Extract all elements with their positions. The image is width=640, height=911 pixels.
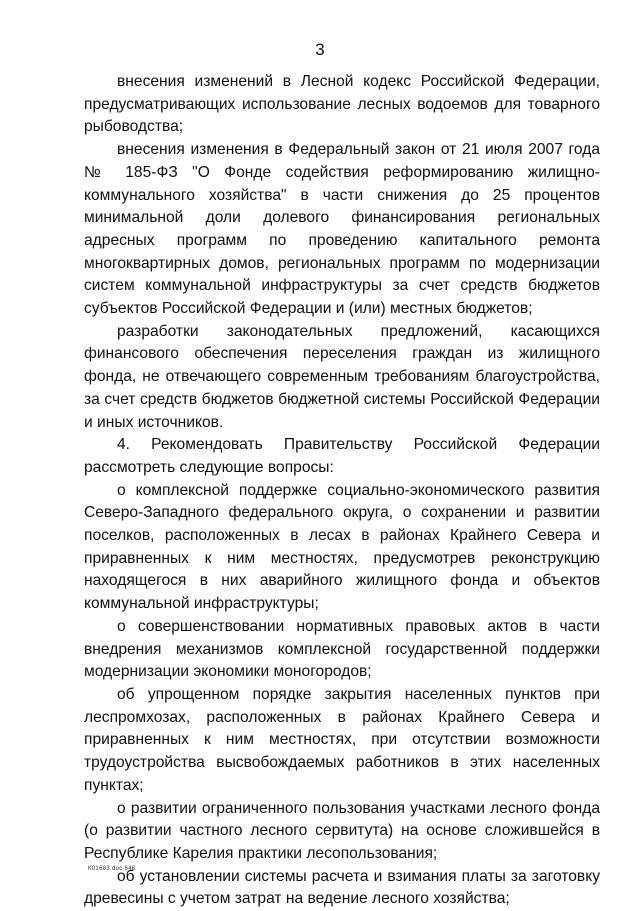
paragraph: внесения изменений в Лесной кодекс Российской Федерации, предусматривающих использование лесных водоемов для товарного рыбоводства; (84, 73, 600, 136)
paragraph: об упрощенном порядке закрытия населенных пунктов при леспромхозах, расположенных в районах Крайнего Севера и приравненных к ним местностях, при отсутствии возможности трудоустройства высвобождаемых работников в этих населенных пунктах; (84, 685, 600, 794)
paragraph: 4. Рекомендовать Правительству Российской Федерации рассмотреть следующие вопросы: (84, 436, 600, 476)
paragraph: о совершенствовании нормативных правовых актов в части внедрения механизмов комплексной государственной поддержки модернизации экономики моногородов; (84, 617, 600, 681)
file-reference-footer: К01683.doc 646 (88, 866, 136, 872)
paragraph: разработки законодательных предложений, касающихся финансового обеспечения переселения граждан из жилищного фонда, не отвечающего современным требованиям благоустройства, за счет средств бюджетов бюджетной системы Российской Федерации и иных источников. (84, 322, 600, 431)
paragraph: внесения изменения в Федеральный закон от 21 июля 2007 года № 185-ФЗ "О Фонде содействия реформированию жилищно-коммунального хозяйства" в части снижения до 25 процентов минимальной доли долевого финансирования региональных адресных программ по проведению капитального ремонта многоквартирных домов, региональных программ по модернизации систем коммунальной инфраструктуры за счет средств бюджетов субъектов Российской Федерации и (или) местных бюджетов; (84, 141, 600, 318)
paragraph: о развитии ограниченного пользования участками лесного фонда (о развитии частного лесного сервитута) на основе сложившейся в Республике Карелия практики лесопользования; (84, 799, 600, 862)
paragraph: о комплексной поддержке социально-экономического развития Северо-Западного федерального округа, о сохранении и развитии поселков, расположенных в лесах в районах Крайнего Севера и приравненных к ним местностях, предусмотрев реконструкцию находящегося в них аварийного жилищного фонда и объектов коммунальной инфраструктуры; (84, 481, 600, 613)
document-body (84, 71, 600, 911)
paragraph: об установлении системы расчета и взимания платы за заготовку древесины с учетом затрат на ведение лесного хозяйства; (84, 867, 600, 908)
page-number: 3 (315, 40, 325, 59)
